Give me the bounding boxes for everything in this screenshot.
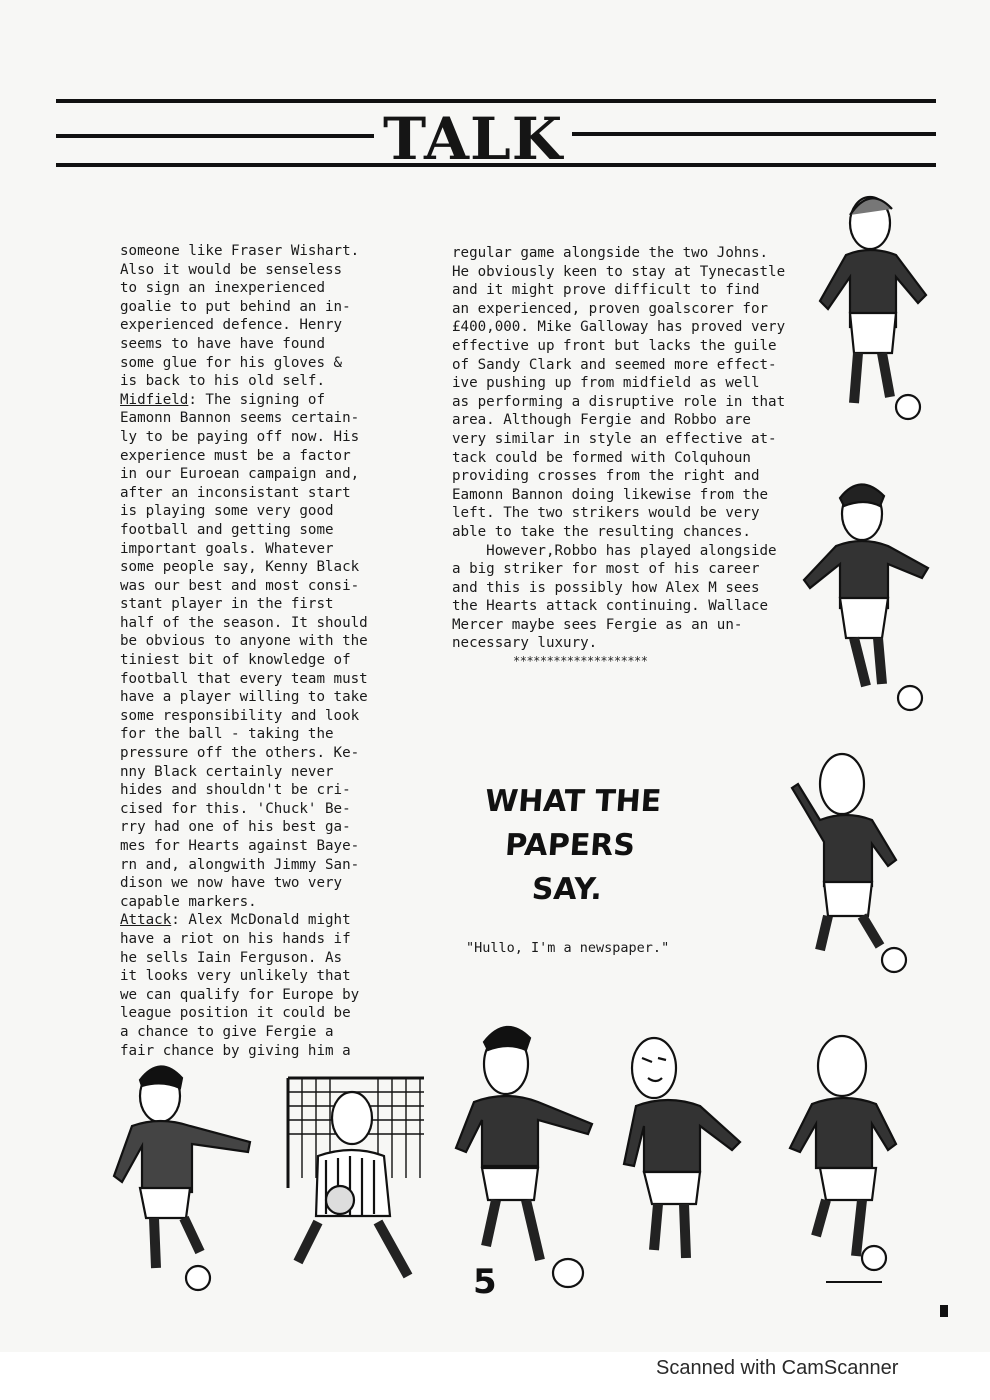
- text-line: providing crosses from the right and: [452, 468, 760, 485]
- text-line: he sells Iain Ferguson. As: [120, 949, 343, 966]
- text-line: regular game alongside the two Johns.: [452, 245, 769, 261]
- scanner-watermark: Scanned with CamScanner: [656, 1357, 899, 1379]
- text-line: ive pushing up from midfield as well: [452, 375, 760, 392]
- text-line: rn and, alongwith Jimmy San-: [120, 856, 360, 873]
- text-line: dison we now have two very: [120, 875, 343, 892]
- text-line: experience must be a factor: [120, 447, 351, 464]
- text-line: fair chance by giving him a: [120, 1042, 351, 1059]
- section-heading: Midfield: [120, 391, 189, 408]
- text-line: nny Black certainly never: [120, 763, 334, 780]
- text-line: necessary luxury.: [452, 635, 598, 652]
- text-line: in our Euroean campaign and,: [120, 466, 360, 483]
- text-line: football that every team must: [120, 670, 368, 687]
- text-run: : The signing of: [188, 391, 326, 408]
- text-line: He obviously keen to stay at Tynecastle: [452, 263, 786, 280]
- headline-line: WHAT THE: [483, 784, 663, 819]
- text-line: rry had one of his best ga-: [120, 819, 351, 836]
- text-line: is playing some very good: [120, 503, 334, 520]
- text-line: have a riot on his hands if: [120, 930, 351, 947]
- headline-what-the-papers-say: [435, 780, 704, 912]
- text-line: someone like Fraser Wishart.: [120, 243, 360, 259]
- text-line: tiniest bit of knowledge of: [120, 652, 351, 669]
- text-line: stant player in the first: [120, 596, 334, 613]
- masthead-title: TALK: [383, 105, 564, 173]
- text-line: pressure off the others. Ke-: [120, 745, 360, 762]
- text-line: important goals. Whatever: [120, 540, 334, 557]
- text-line: Eamonn Bannon seems certain-: [120, 410, 360, 427]
- left-article-column: [120, 242, 368, 1060]
- text-line: capable markers.: [120, 893, 257, 910]
- text-line: some responsibility and look: [120, 707, 360, 724]
- text-line: a chance to give Fergie a: [120, 1023, 334, 1040]
- text-line: of Sandy Clark and seemed more effect-: [452, 356, 777, 373]
- text-line: Also it would be senseless: [120, 261, 343, 278]
- text-line: league position it could be: [120, 1005, 351, 1022]
- footballer-illustration: [620, 1028, 750, 1280]
- text-line: experienced defence. Henry: [120, 317, 343, 334]
- text-line: [120, 911, 368, 930]
- headline-line: PAPERS: [503, 828, 637, 863]
- header-rule-right: [572, 132, 936, 136]
- text-run: : Alex McDonald might: [171, 912, 351, 929]
- text-line: is back to his old self.: [120, 373, 325, 390]
- goalkeeper-illustration: [282, 1072, 430, 1292]
- newspaper-caption: "Hullo, I'm a newspaper.": [466, 940, 670, 956]
- text-line: and it might prove difficult to find: [452, 282, 760, 299]
- text-line: some people say, Kenny Black: [120, 559, 360, 576]
- section-heading: Attack: [120, 912, 172, 929]
- headline-line: SAY.: [530, 872, 604, 907]
- footballer-illustration: [776, 744, 916, 976]
- scan-mark: [940, 1305, 948, 1317]
- text-line: able to take the resulting chances.: [452, 523, 751, 540]
- text-line: seems to have have found: [120, 335, 325, 352]
- text-line: £400,000. Mike Galloway has proved very: [452, 319, 786, 336]
- text-line: hides and shouldn't be cri-: [120, 782, 351, 799]
- text-line: was our best and most consi-: [120, 577, 360, 594]
- text-line: [120, 391, 368, 410]
- text-line: half of the season. It should: [120, 614, 368, 631]
- text-line: effective up front but lacks the guile: [452, 337, 777, 354]
- text-line: as performing a disruptive role in that: [452, 393, 786, 410]
- text-line: we can qualify for Europe by: [120, 986, 360, 1003]
- text-line: goalie to put behind an in-: [120, 298, 351, 315]
- text-line: However,Robbo has played alongside: [452, 542, 777, 559]
- section-separator: ********************: [513, 654, 648, 668]
- footballer-illustration: [808, 185, 938, 430]
- text-line: very similar in style an effective at-: [452, 430, 777, 447]
- text-line: to sign an inexperienced: [120, 280, 325, 297]
- footballer-illustration: [110, 1060, 260, 1300]
- football-icon: [548, 1256, 588, 1290]
- text-line: left. The two strikers would be very: [452, 505, 760, 522]
- text-line: be obvious to anyone with the: [120, 633, 368, 650]
- text-line: an experienced, proven goalscorer for: [452, 300, 769, 317]
- right-article-column: [452, 244, 785, 653]
- text-line: a big striker for most of his career: [452, 561, 760, 578]
- text-line: Eamonn Bannon doing likewise from the: [452, 486, 769, 503]
- page-number: 5: [473, 1262, 497, 1302]
- text-line: for the ball - taking the: [120, 726, 334, 743]
- text-line: cised for this. 'Chuck' Be-: [120, 800, 351, 817]
- text-line: some glue for his gloves &: [120, 354, 343, 371]
- text-line: ly to be paying off now. His: [120, 428, 360, 445]
- text-line: area. Although Fergie and Robbo are: [452, 412, 751, 429]
- text-line: tack could be formed with Colquhoun: [452, 449, 751, 466]
- text-line: Mercer maybe sees Fergie as an un-: [452, 616, 743, 633]
- header-rule-left: [56, 134, 374, 138]
- text-line: have a player willing to take: [120, 689, 368, 706]
- text-line: football and getting some: [120, 521, 334, 538]
- footballer-illustration: [800, 476, 940, 716]
- text-line: the Hearts attack continuing. Wallace: [452, 598, 769, 615]
- text-line: and this is possibly how Alex M sees: [452, 579, 760, 596]
- text-line: it looks very unlikely that: [120, 968, 351, 985]
- footballer-illustration: [776, 1022, 906, 1284]
- header-rule-top: [56, 99, 936, 103]
- text-line: after an inconsistant start: [120, 484, 351, 501]
- text-line: mes for Hearts against Baye-: [120, 838, 360, 854]
- footballer-illustration: [452, 1020, 602, 1282]
